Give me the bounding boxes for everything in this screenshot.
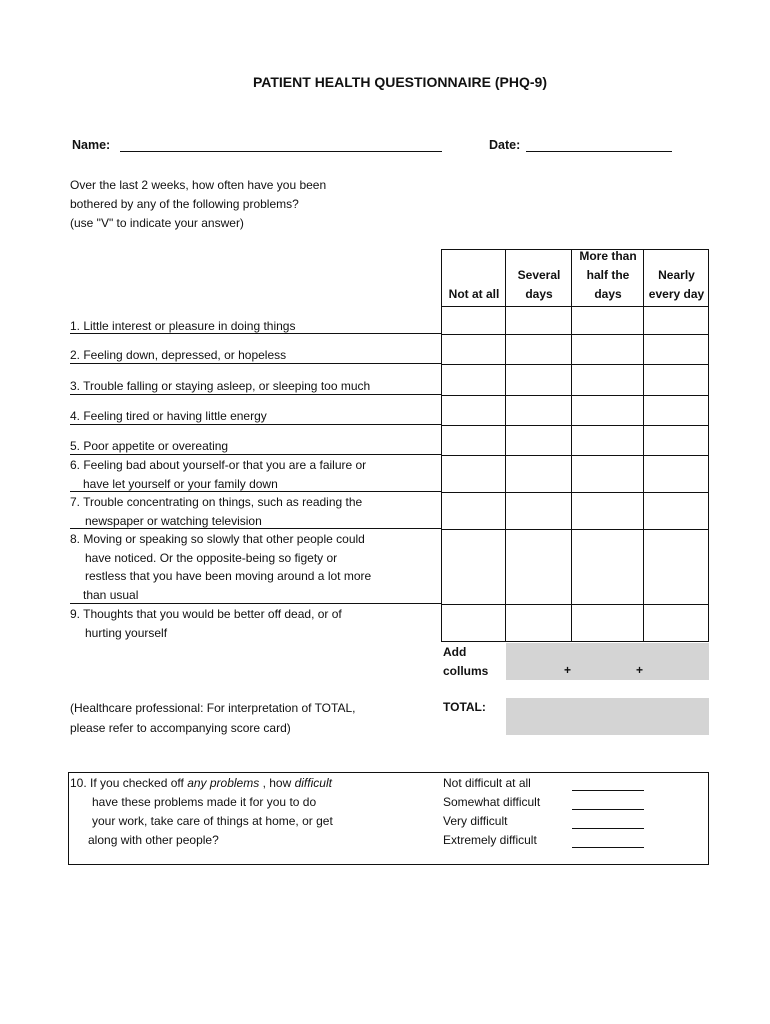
- question-4: [70, 407, 267, 426]
- col-header-line: half the: [586, 268, 630, 282]
- answer-line-very-difficult[interactable]: [572, 828, 644, 829]
- question-line: 9. Thoughts that you would be better off dead, or of: [70, 607, 342, 621]
- row-divider: [70, 454, 442, 455]
- question-7: [70, 493, 362, 530]
- add-columns-line: collums: [443, 664, 489, 678]
- grid-line: [441, 641, 709, 642]
- option-extremely-difficult: Extremely difficult: [443, 833, 537, 847]
- question-8: [70, 530, 371, 604]
- question-line: restless that you have been moving around a lot more: [85, 569, 372, 583]
- question-line: 6. Feeling bad about yourself-or that you are a failure or: [70, 458, 367, 472]
- date-field[interactable]: [526, 137, 672, 152]
- grid-line: [441, 395, 709, 396]
- add-columns-line: Add: [443, 645, 467, 659]
- col-header-line: days: [525, 287, 553, 301]
- col-header-line: Several: [517, 268, 561, 282]
- answer-line-not-difficult[interactable]: [572, 790, 644, 791]
- row-divider: [70, 363, 442, 364]
- total-label: TOTAL:: [443, 700, 486, 714]
- q10-emphasis: any problems: [187, 776, 260, 790]
- difficulty-options: [443, 774, 540, 850]
- question-line: 8. Moving or speaking so slowly that other people could: [70, 532, 365, 546]
- grid-line: [441, 529, 709, 530]
- name-field[interactable]: [120, 137, 442, 152]
- question-5: [70, 437, 228, 456]
- instructions-line: (use "V" to indicate your answer): [70, 216, 244, 230]
- question-10-line: [70, 774, 333, 793]
- grid-line: [441, 364, 709, 365]
- column-sums-field[interactable]: [506, 643, 709, 680]
- date-label: Date:: [489, 138, 521, 152]
- interpretation-line: (Healthcare professional: For interpretation of TOTAL,: [70, 701, 356, 715]
- grid-line: [571, 249, 572, 642]
- q10-text: , how: [259, 776, 295, 790]
- col-header-line: Nearly: [658, 268, 695, 282]
- row-divider: [70, 333, 442, 334]
- option-very-difficult: Very difficult: [443, 814, 508, 828]
- total-field[interactable]: [506, 698, 709, 735]
- row-divider: [70, 424, 442, 425]
- question-line: have noticed. Or the opposite-being so figety or: [85, 550, 338, 565]
- grid-line: [441, 455, 709, 456]
- plus-sign: +: [564, 663, 572, 677]
- answer-line-extremely-difficult[interactable]: [572, 847, 644, 848]
- grid-line: [643, 249, 644, 642]
- question-10-line: have these problems made it for you to do: [92, 795, 317, 809]
- question-line: 5. Poor appetite or overeating: [70, 439, 229, 453]
- grid-line: [441, 249, 709, 250]
- question-3: [70, 377, 370, 396]
- q10-emphasis: difficult: [294, 776, 332, 790]
- col-header-several-days: [506, 250, 572, 306]
- col-header-line: More than: [579, 249, 637, 263]
- grid-line: [505, 249, 506, 642]
- question-2: [70, 346, 286, 365]
- row-divider: [70, 603, 442, 604]
- col-header-line: every day: [648, 287, 705, 301]
- page-title: PATIENT HEALTH QUESTIONNAIRE (PHQ-9): [253, 74, 547, 90]
- instructions-line: bothered by any of the following problems?: [70, 197, 299, 211]
- grid-line: [441, 306, 709, 307]
- col-header-line: Not at all: [448, 287, 500, 301]
- col-header-not-at-all: [442, 250, 506, 306]
- grid-line: [441, 334, 709, 335]
- question-line: 1. Little interest or pleasure in doing things: [70, 319, 296, 333]
- question-line: have let yourself or your family down: [83, 476, 278, 491]
- question-line: than usual: [83, 587, 139, 602]
- row-divider: [70, 394, 442, 395]
- grid-line: [441, 604, 709, 605]
- row-divider: [70, 491, 442, 492]
- grid-line: [441, 492, 709, 493]
- add-columns-label: [443, 643, 488, 681]
- question-line: 2. Feeling down, depressed, or hopeless: [70, 348, 287, 362]
- grid-line: [441, 425, 709, 426]
- interpretation-line: please refer to accompanying score card): [70, 720, 291, 735]
- interpretation-note: [70, 699, 355, 738]
- col-header-more-than-half: [572, 250, 644, 306]
- question-9: [70, 605, 342, 642]
- question-6: [70, 456, 366, 493]
- question-line: 4. Feeling tired or having little energy: [70, 409, 267, 423]
- name-label: Name:: [72, 138, 111, 152]
- row-divider: [70, 528, 442, 529]
- question-line: 3. Trouble falling or staying asleep, or sleeping too much: [70, 379, 371, 393]
- question-line: newspaper or watching television: [85, 513, 262, 528]
- col-header-nearly-every-day: [644, 250, 709, 306]
- plus-sign: +: [636, 663, 644, 677]
- question-10: [70, 774, 333, 850]
- col-header-line: days: [594, 287, 622, 301]
- question-10-line: along with other people?: [88, 833, 219, 847]
- q10-text: 10. If you checked off: [70, 776, 188, 790]
- question-line: hurting yourself: [85, 625, 168, 640]
- option-somewhat-difficult: Somewhat difficult: [443, 795, 541, 809]
- grid-line: [708, 249, 709, 642]
- instructions: [70, 176, 326, 233]
- instructions-line: Over the last 2 weeks, how often have you been: [70, 178, 327, 192]
- answer-line-somewhat-difficult[interactable]: [572, 809, 644, 810]
- question-10-line: your work, take care of things at home, or get: [92, 814, 333, 828]
- option-not-difficult: Not difficult at all: [443, 776, 531, 790]
- grid-line: [441, 249, 442, 642]
- question-line: 7. Trouble concentrating on things, such as reading the: [70, 495, 363, 509]
